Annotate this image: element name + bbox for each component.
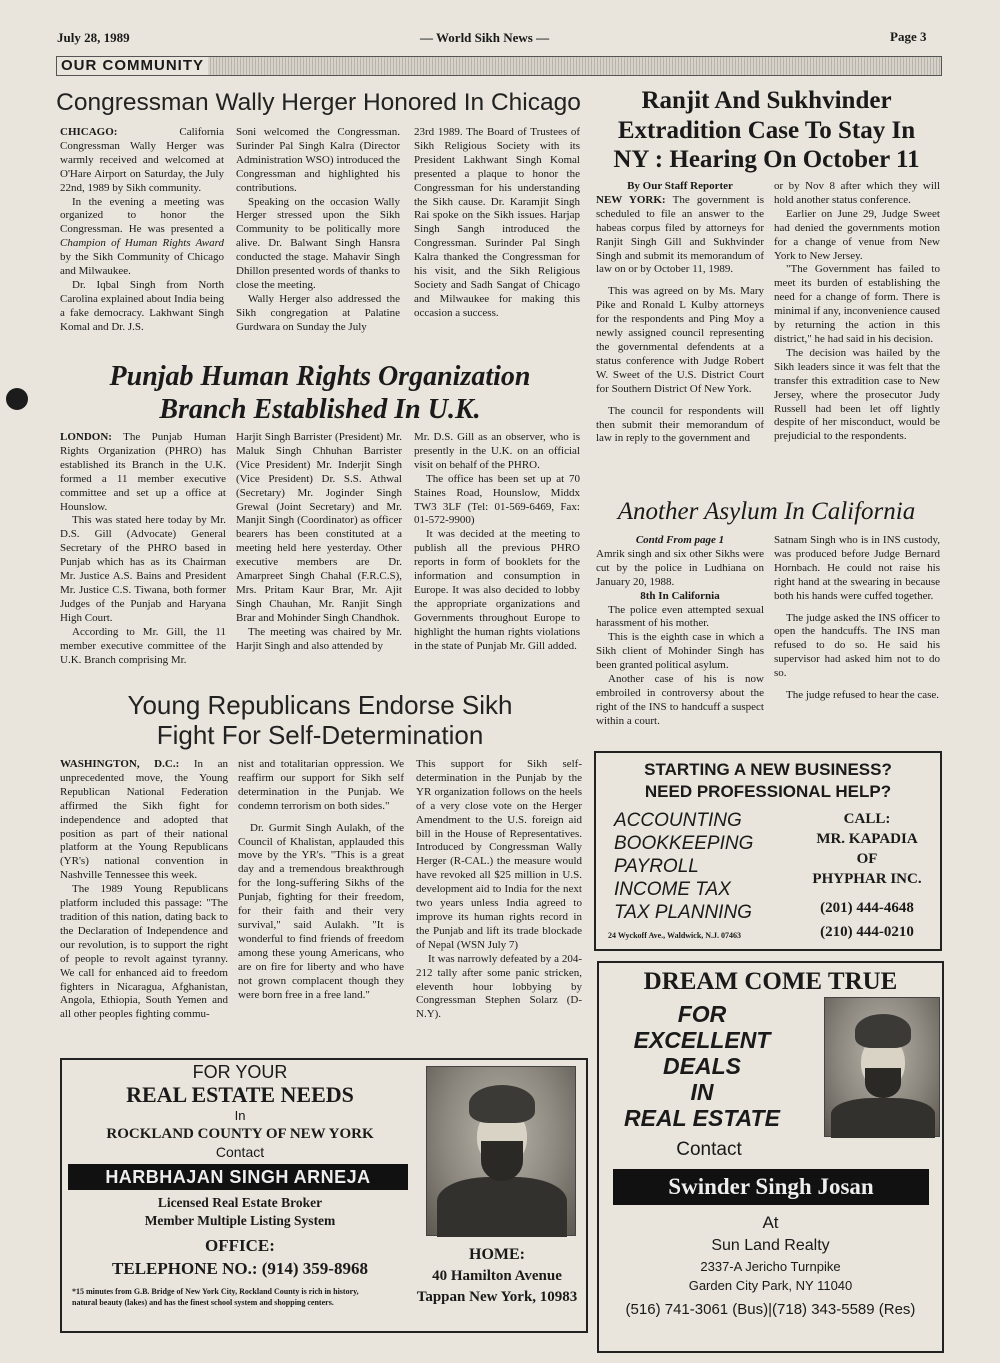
article-asylum-col2: Satnam Singh who is in INS custody, was produced before Judge Bernard Hornbach. He could not raise his right hand at the swearing in because both his hands were cuffed together. The judge asked the INS officer to open the handcuffs. The INS man refused to do so. He said his supervisor had asked him not to do so. The judge refused to hear the case. — [774, 534, 940, 702]
ad3-headline: FOR YOUR REAL ESTATE NEEDS In ROCKLAND COUNTY OF NEW YORK Contact — [106, 1062, 374, 1160]
byline: By Our Staff Reporter — [627, 180, 733, 192]
ad3-name: HARBHAJAN SINGH ARNEJA — [68, 1164, 408, 1190]
ad2-name: Swinder Singh Josan — [613, 1169, 929, 1205]
article-asylum-col1: Contd From page 1 Amrik singh and six other Sikhs were cut by the police in Ludhiana on January 20, 1988. 8th In California The police even attempted sexual harassment of his mother. This is the eighth case in which a Sikh client of Mohinder Singh has been granted political asylum. Another case of his is now embroiled in controversy about the right of the INS to handcuff a suspect within a court. — [596, 534, 764, 727]
page-number: Page 3 — [890, 29, 927, 44]
ad3-details: Licensed Real Estate Broker Member Multiple Listing System OFFICE: TELEPHONE NO.: (914) 359-8968 — [70, 1194, 410, 1280]
article-yr-title: Young Republicans Endorse Sikh Fight For Self-Determination — [127, 690, 513, 750]
article-extradition-title: Ranjit And Sukhvinder Extradition Case To Stay In NY : Hearing On October 11 — [613, 87, 920, 173]
ad2-details: At Sun Land Realty 2337-A Jericho Turnpike Garden City Park, NY 11040 (516) 741-3061 (Bus)|(718) 343-5589 (Res) — [599, 1211, 942, 1325]
article-herger-col1: CHICAGO: California Congressman Wally Herger was warmly received and welcomed at O'Hare Airport on Saturday, the July 22nd, 1989 by Sikh community. In the evening a meeting was organized to honor the Congressman. He was presented a Champion of Human Rights Award by the Sikh Community of Chicago and Milwaukee. Dr. Iqbal Singh from North Carolina explained about India being a fake democracy. Lakhwant Singh Komal and Dr. J.S. — [60, 126, 224, 333]
ad2-tagline: FOR EXCELLENT DEALS IN REAL ESTATE — [624, 1001, 780, 1131]
ad1-phone2: (210) 444-0210 — [820, 924, 914, 940]
article-phro-title: Punjab Human Rights Organization Branch Established In U.K. — [109, 361, 531, 425]
ad2-headline: DREAM COME TRUE — [643, 968, 898, 995]
article-extradition-col2: or by Nov 8 after which they will hold another status conference. Earlier on June 29, Judge Sweet had denied the governments motion for a change of venue from New York to New Jersey. "The Government has failed to meet its burden of establishing the need for a change of form. There is minimal if any, inconvenience caused by returning the action in this district," he had said in his decision. The decision was hailed by the Sikh leaders since it was felt that the transfer this extradition case to New Jersey, where the prosecutor Judy Russell had been let off lightly despite of her misconduct, would be prejudicial to the respondents. — [774, 180, 940, 443]
article-herger-col3: 23rd 1989. The Board of Trustees of Sikh Religious Society with its President Lakhwant Singh Komal presented a plaque to honor the Congressman for his understanding the Sikh cause. Dr. Karamjit Singh Rai spoke on the Sikh issues. Harjap Singh Sangh introduced the Congressman. Surinder Pal Singh Kalra thanked the Congressman for his visit, and the Sikh Religious Society and Sadh Sangat of Chicago and Milwaukee for making this occasion a success. — [414, 126, 580, 319]
dateline: CHICAGO: — [60, 126, 118, 138]
article-extradition-col1: By Our Staff Reporter NEW YORK: The government is scheduled to file an answer to the habeas corpus filed by attorneys for Ranjit Singh Gill and Sukhvinder Singh and submit its memorandum of law on or by October 11, 1989. This was agreed on by Ms. Mary Pike and Ronald L Kulby attorneys for the respondents and Ping Moy a newly assigned council representing the governmental defendents at a status conference with Judge Robert W. Sweet of the U.S. District Court for Southern District Of New York. The council for respondents will then submit their memorandum of law in reply to the government and — [596, 180, 764, 445]
article-herger-title: Congressman Wally Herger Honored In Chicago — [56, 89, 581, 116]
section-title: OUR COMMUNITY — [57, 57, 208, 75]
binder-hole — [6, 388, 28, 410]
ad3-home: HOME: 40 Hamilton Avenue Tappan New York, 10983 — [416, 1246, 578, 1305]
article-phro-col1: LONDON: The Punjab Human Rights Organization (PHRO) has established its Branch in the U.K. formed a 11 member executive committee and set up a office at Hounslow. This was stated here today by Mr. D.S. Gill (Advocate) General Secretary of the PHRO based in Punjab which has as its Chairman Mr. Justice A.S. Bains and President Mr. Justice C.S. Tiwana, both former Judges of the Punjab and Haryana High Court. According to Mr. Gill, the 11 member executive committee of the U.K. Branch comprising Mr. — [60, 431, 226, 666]
ad1-address: 24 Wyckoff Ave., Waldwick, N.J. 07463 — [608, 931, 742, 940]
ad1-services: ACCOUNTING BOOKKEEPING PAYROLL INCOME TAX TAX PLANNING — [614, 810, 754, 923]
article-yr-col3: This support for Sikh self-determination in the Punjab by the YR organization follows on the heels of a very close vote on the Herger Amendment to the U.S. foreign aid bill in the House of Representatives. Introduced by Congressman Wally Herger (R-CAL.) the measure would have revoked all $25 million in U.S. development aid to India for the next two years unless India agreed to improve its human rights record in the Punjab and lift its trade blockade of Nepal (WSN July 7) It was narrowly defeated by a 204-212 tally after some panic stricken, eleventh hour lobbying by Congressman Stephen Solarz (D-N.Y). — [416, 758, 582, 1021]
ad-business-help — [594, 751, 942, 951]
section-bar — [56, 56, 942, 76]
article-herger-col2: Soni welcomed the Congressman. Surinder Pal Singh Kalra (Director Administration WSO) introduced the Congressman and highlighted his contributions. Speaking on the occasion Wally Herger stressed upon the Sikh Community to be politically more alive. Dr. Balwant Singh Hansra conducted the stage. Mahavir Singh Dhillon presented words of thanks to close the meeting. Wally Herger also addressed the Sikh congregation at Palatine Gurdwara on Sunday the July — [236, 126, 400, 333]
ad-rockland-real-estate — [60, 1058, 588, 1333]
photo-harbhajan-singh — [426, 1066, 576, 1236]
page-date: July 28, 1989 — [57, 30, 130, 45]
ad2-contact-label: Contact — [676, 1139, 742, 1160]
article-asylum-title: Another Asylum In California — [617, 498, 916, 525]
ad1-contact: CALL: MR. KAPADIA OF PHYPHAR INC. (201) 444-4648 (210) 444-0210 — [792, 809, 942, 942]
ad1-phone1: (201) 444-4648 — [820, 900, 914, 916]
ad-dream-real-estate — [597, 961, 944, 1353]
ad1-headline: STARTING A NEW BUSINESS? NEED PROFESSIONAL HELP? — [644, 760, 892, 801]
article-yr-col2: nist and totalitarian oppression. We reaffirm our support for Sikh self determination in the Punjab. We condemn terrorism on both sides." Dr. Gurmit Singh Aulakh, of the Council of Khalistan, applauded this move by the YR's. "This is a great day and a tremendous breakthrough for the long-suffering Sikhs of the Punjab, fighting for their freedom, for their faith and their very survival," said Aulakh. "It is wonderful to find friends of freedom among these young Americans, who are on fire for liberty and who have not grown complacent though they were born free in a free land." — [238, 758, 404, 1001]
photo-swinder-singh — [824, 997, 940, 1137]
ad3-note: *15 minutes from G.B. Bridge of New York City, Rockland County is rich in history, natural beauty (lakes) and has the finest school system and shopping centers. — [72, 1287, 359, 1307]
ad3-telephone: TELEPHONE NO.: (914) 359-8968 — [112, 1259, 368, 1278]
article-yr-col1: WASHINGTON, D.C.: In an unprecedented move, the Young Republican National Federation affirmed the Sikh fight for independence and adopted that position as part of their national platform at the Young Republicans (YR's) national convention in Nashville Tennessee this week. The 1989 Young Republicans platform included this passage: "The tradition of this nation, dating back to the Declaration of Independence and our revolution, is to support the right of people to revolt against tyranny. We call for enhanced aid to freedom fighters in Nicaragua, Afghanistan, Angola, Ethiopia, South Yemen and all other peoples fighting commu- — [60, 758, 228, 1021]
paper-name: — World Sikh News — — [420, 30, 550, 45]
article-phro-col3: Mr. D.S. Gill as an observer, who is presently in the U.K. on an official visit on behalf of the PHRO. The office has been set up at 70 Staines Road, Hounslow, Middx TW3 3LF (Tel: 01-569-6469, Fax: 01-572-9900) It was decided at the meeting to publish all the previous PHRO reports in form of booklets for the information and consumption in Europe. It was also decided to lobby the appropriate organizations and Governments throughout Europe to highlight the human rights violations in the state of Punjab Mr. Gill added. — [414, 431, 580, 652]
ad2-phones: (516) 741-3061 (Bus)|(718) 343-5589 (Res) — [625, 1301, 916, 1318]
article-phro-col2: Harjit Singh Barrister (President) Mr. Maluk Singh Chhuhan Barrister (Vice President) Mr. Inderjit Singh (Vice President) Dr. S.S. Athwal (Secretary) Mr. Joginder Singh Grewal (Joint Secretary) and Mr. Manjit Singh (Coordinator) as officer bearers has been constituted at a meeting held here yesterday. Other executive members are Dr. Amarpreet Singh Chahal (F.R.C.S), Mrs. Pritam Kaur Brar, Mr. Ajit Singh Chauhan, Mr. Ranjit Singh Brar and Mohinder Singh Chandhok. The meeting was chaired by Mr. Harjit Singh and also attended by — [236, 431, 402, 652]
